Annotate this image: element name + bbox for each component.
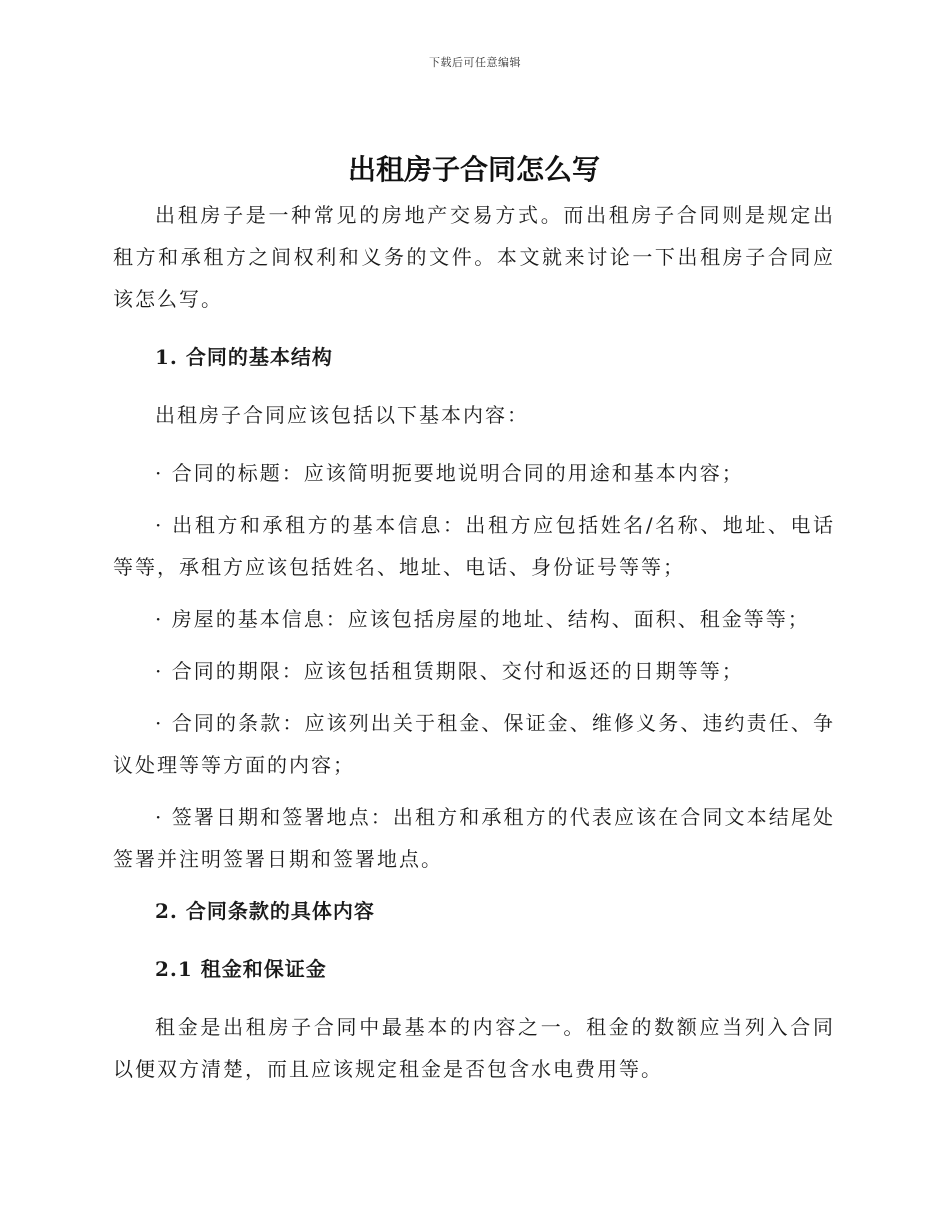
section-2-heading: 2. 合同条款的具体内容	[155, 899, 375, 923]
section-2-1-heading: 2.1 租金和保证金	[155, 957, 327, 981]
document-title: 出租房子合同怎么写	[347, 153, 600, 186]
bullet-item-term: · 合同的期限：应该包括租赁期限、交付和返还的日期等等；	[155, 659, 744, 683]
section-1-lead: 出租房子合同应该包括以下基本内容：	[155, 403, 529, 427]
page-header-note: 下载后可任意编辑	[429, 56, 521, 69]
document-body	[113, 150, 835, 1106]
bullet-item-clauses: · 合同的条款：应该列出关于租金、保证金、维修义务、违约责任、争议处理等等方面的内容；	[113, 711, 835, 777]
section-2-1-body: 租金是出租房子合同中最基本的内容之一。租金的数额应当列入合同以便双方清楚，而且应该规定租金是否包含水电费用等。	[113, 1015, 835, 1081]
intro-paragraph: 出租房子是一种常见的房地产交易方式。而出租房子合同则是规定出租方和承租方之间权利和义务的文件。本文就来讨论一下出租房子合同应该怎么写。	[113, 203, 835, 311]
bullet-item-signing: · 签署日期和签署地点：出租方和承租方的代表应该在合同文本结尾处签署并注明签署日期和签署地点。	[113, 805, 835, 871]
section-1-heading: 1. 合同的基本结构	[155, 345, 333, 369]
bullet-item-parties: · 出租方和承租方的基本信息：出租方应包括姓名/名称、地址、电话等等，承租方应该包括姓名、地址、电话、身份证号等等；	[113, 513, 835, 579]
bullet-item-property: · 房屋的基本信息：应该包括房屋的地址、结构、面积、租金等等；	[155, 607, 810, 631]
bullet-item-title: · 合同的标题：应该简明扼要地说明合同的用途和基本内容；	[155, 461, 744, 485]
